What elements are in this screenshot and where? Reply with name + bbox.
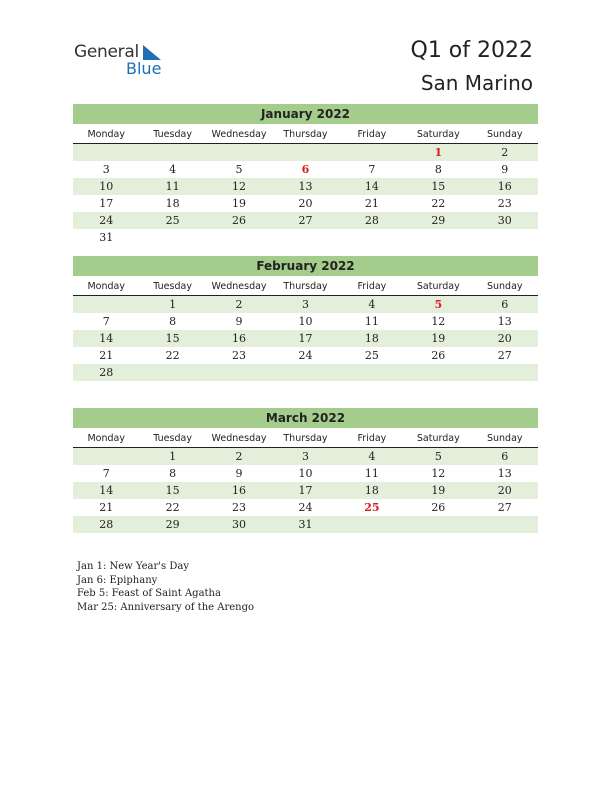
- day-cell: 19: [431, 484, 446, 497]
- week-row: [73, 482, 538, 499]
- day-cell: 26: [431, 349, 446, 362]
- day-cell: 8: [169, 467, 177, 480]
- day-cell: 7: [368, 163, 376, 176]
- day-cell: [139, 229, 205, 246]
- weekday-label: Tuesday: [153, 129, 192, 140]
- day-cell: [472, 229, 538, 246]
- week-row: [73, 499, 538, 516]
- day-cell: 29: [165, 518, 180, 531]
- day-cell: 8: [169, 315, 177, 328]
- day-cell: 9: [501, 163, 509, 176]
- day-cell: 11: [364, 315, 379, 328]
- weekday-label: Sunday: [486, 281, 523, 292]
- day-cell: 25: [364, 349, 379, 362]
- week-row: [73, 448, 538, 465]
- weekday-label: Thursday: [283, 433, 328, 444]
- weekday-label: Saturday: [416, 433, 460, 444]
- day-cell: [339, 364, 405, 381]
- week-row: [73, 144, 538, 161]
- weekday-label: Saturday: [416, 129, 460, 140]
- day-cell: 19: [431, 332, 446, 345]
- holiday-note: Mar 25: Anniversary of the Arengo: [77, 601, 255, 613]
- day-cell: 20: [497, 332, 512, 345]
- day-cell: 14: [99, 484, 114, 497]
- day-cell: 6: [501, 298, 509, 311]
- day-cell: 26: [232, 214, 247, 227]
- weekday-header-row: [73, 430, 538, 448]
- day-cell: 24: [298, 349, 313, 362]
- day-cell: 5: [434, 450, 442, 463]
- day-cell: 25: [364, 501, 380, 514]
- day-cell: 15: [165, 332, 180, 345]
- week-row: [73, 212, 538, 229]
- day-cell: 11: [364, 467, 379, 480]
- day-cell: 4: [169, 163, 177, 176]
- day-cell: 19: [232, 197, 247, 210]
- day-cell: 17: [99, 197, 114, 210]
- day-cell: 8: [434, 163, 442, 176]
- day-cell: [405, 516, 471, 533]
- day-cell: 27: [298, 214, 313, 227]
- day-cell: 31: [298, 518, 313, 531]
- day-cell: 2: [235, 450, 243, 463]
- day-cell: 12: [431, 315, 446, 328]
- week-row: [73, 330, 538, 347]
- holiday-note: Feb 5: Feast of Saint Agatha: [77, 588, 221, 599]
- day-cell: [405, 229, 471, 246]
- day-cell: 5: [434, 298, 443, 311]
- day-cell: 7: [102, 315, 110, 328]
- day-cell: 24: [99, 214, 114, 227]
- day-cell: [73, 296, 139, 313]
- day-cell: 1: [169, 298, 177, 311]
- day-cell: 9: [235, 315, 243, 328]
- day-cell: 27: [497, 349, 512, 362]
- week-row: [73, 347, 538, 364]
- month-title: March 2022: [73, 408, 538, 428]
- weekday-label: Tuesday: [153, 433, 192, 444]
- weekday-label: Monday: [87, 433, 125, 444]
- day-cell: 3: [102, 163, 110, 176]
- day-cell: 28: [99, 518, 114, 531]
- day-cell: 17: [298, 484, 313, 497]
- weekday-header-row: [73, 126, 538, 144]
- day-cell: 30: [497, 214, 512, 227]
- logo-blue-text: Blue: [126, 59, 162, 78]
- day-cell: 21: [99, 501, 114, 514]
- day-cell: [139, 144, 205, 161]
- day-cell: 31: [99, 231, 114, 244]
- weekday-label: Saturday: [416, 281, 460, 292]
- day-cell: 6: [301, 163, 310, 176]
- day-cell: [73, 144, 139, 161]
- weekday-header-row: [73, 278, 538, 296]
- day-cell: 14: [364, 180, 379, 193]
- month-title: January 2022: [73, 104, 538, 124]
- day-cell: 3: [301, 298, 309, 311]
- weekday-label: Monday: [87, 281, 125, 292]
- day-cell: 23: [497, 197, 512, 210]
- day-cell: 5: [235, 163, 243, 176]
- week-row: [73, 296, 538, 313]
- day-cell: 28: [99, 366, 114, 379]
- day-cell: 1: [434, 146, 443, 159]
- weekday-label: Monday: [87, 129, 125, 140]
- week-row: [73, 161, 538, 178]
- day-cell: 15: [431, 180, 446, 193]
- day-cell: 16: [232, 484, 247, 497]
- day-cell: 28: [364, 214, 379, 227]
- day-cell: 6: [501, 450, 509, 463]
- day-cell: 22: [431, 197, 446, 210]
- week-row: [73, 229, 538, 246]
- weekday-label: Friday: [357, 129, 387, 140]
- day-cell: [339, 144, 405, 161]
- day-cell: [272, 229, 338, 246]
- day-cell: [272, 364, 338, 381]
- week-row: [73, 313, 538, 330]
- day-cell: 13: [497, 467, 512, 480]
- day-cell: 4: [368, 298, 376, 311]
- day-cell: [139, 364, 205, 381]
- weekday-label: Wednesday: [211, 129, 267, 140]
- day-cell: 26: [431, 501, 446, 514]
- day-cell: 9: [235, 467, 243, 480]
- day-cell: 14: [99, 332, 114, 345]
- day-cell: 4: [368, 450, 376, 463]
- day-cell: 21: [99, 349, 114, 362]
- week-row: [73, 178, 538, 195]
- month-february: [73, 256, 538, 381]
- month-title: February 2022: [73, 256, 538, 276]
- day-cell: 22: [165, 501, 180, 514]
- logo: [74, 42, 184, 82]
- weekday-label: Thursday: [283, 281, 328, 292]
- day-cell: 29: [431, 214, 446, 227]
- day-cell: 2: [235, 298, 243, 311]
- page-title: Q1 of 2022: [410, 38, 533, 63]
- day-cell: 7: [102, 467, 110, 480]
- day-cell: 1: [169, 450, 177, 463]
- day-cell: 30: [232, 518, 247, 531]
- day-cell: 13: [298, 180, 313, 193]
- day-cell: [73, 448, 139, 465]
- day-cell: [272, 144, 338, 161]
- weekday-label: Friday: [357, 433, 387, 444]
- day-cell: 25: [165, 214, 180, 227]
- day-cell: 10: [99, 180, 114, 193]
- weekday-label: Wednesday: [211, 281, 267, 292]
- day-cell: 12: [431, 467, 446, 480]
- day-cell: [206, 229, 272, 246]
- day-cell: 13: [497, 315, 512, 328]
- weekday-label: Wednesday: [211, 433, 267, 444]
- holiday-note: Jan 6: Epiphany: [77, 574, 158, 586]
- week-row: [73, 364, 538, 381]
- day-cell: 18: [364, 332, 379, 345]
- day-cell: 18: [364, 484, 379, 497]
- page-subtitle: San Marino: [420, 71, 533, 95]
- day-cell: 10: [298, 467, 313, 480]
- day-cell: 2: [501, 146, 509, 159]
- day-cell: [472, 516, 538, 533]
- day-cell: [405, 364, 471, 381]
- weekday-label: Sunday: [486, 129, 523, 140]
- weekday-label: Tuesday: [153, 281, 192, 292]
- week-row: [73, 195, 538, 212]
- day-cell: 12: [232, 180, 247, 193]
- day-cell: 3: [301, 450, 309, 463]
- month-january: [73, 104, 538, 246]
- weekday-label: Sunday: [486, 433, 523, 444]
- week-row: [73, 465, 538, 482]
- day-cell: 20: [497, 484, 512, 497]
- week-row: [73, 516, 538, 533]
- day-cell: 20: [298, 197, 313, 210]
- day-cell: 27: [497, 501, 512, 514]
- day-cell: 23: [232, 349, 247, 362]
- logo-general-text: General: [74, 42, 139, 62]
- day-cell: 17: [298, 332, 313, 345]
- day-cell: [472, 364, 538, 381]
- day-cell: [339, 229, 405, 246]
- day-cell: 11: [165, 180, 180, 193]
- day-cell: [206, 364, 272, 381]
- holiday-notes: [77, 560, 254, 614]
- day-cell: 15: [165, 484, 180, 497]
- day-cell: 18: [165, 197, 180, 210]
- month-march: [73, 408, 538, 533]
- weekday-label: Thursday: [283, 129, 328, 140]
- day-cell: [339, 516, 405, 533]
- holiday-note: Jan 1: New Year's Day: [77, 561, 189, 572]
- day-cell: 21: [364, 197, 379, 210]
- day-cell: 22: [165, 349, 180, 362]
- day-cell: 24: [298, 501, 313, 514]
- weekday-label: Friday: [357, 281, 387, 292]
- day-cell: 16: [232, 332, 247, 345]
- day-cell: 10: [298, 315, 313, 328]
- day-cell: 23: [232, 501, 247, 514]
- day-cell: [206, 144, 272, 161]
- day-cell: 16: [497, 180, 512, 193]
